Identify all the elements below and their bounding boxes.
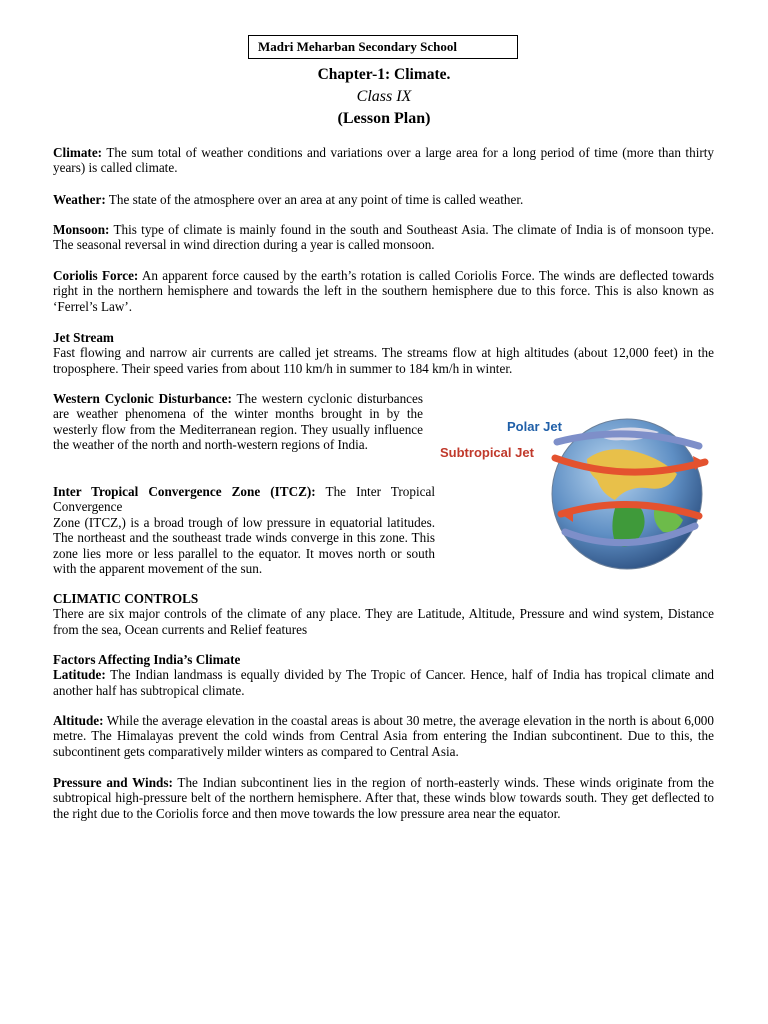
- weather-paragraph: [53, 192, 714, 207]
- chapter-title: Chapter-1: Climate.: [317, 66, 451, 83]
- climatic-controls-paragraph: [53, 591, 714, 637]
- weather-text: The state of the atmosphere over an area at any point of time is called weather.: [108, 192, 524, 207]
- school-name-box: [248, 35, 518, 59]
- jet-stream-paragraph: [53, 330, 714, 376]
- climate-paragraph: [53, 145, 714, 176]
- western-cyclonic-paragraph: [53, 391, 423, 453]
- school-name: Madri Meharban Secondary School: [258, 39, 457, 54]
- itcz-text: Zone (ITCZ,) is a broad trough of low pressure in equatorial latitudes. The northeast and the southeast trade winds converge in this zone. This zone lies more or less parallel to the equator. It moves north or south with the apparent movement of the sun.: [53, 514, 435, 577]
- itcz-term: Inter Tropical Convergence Zone (ITCZ):: [53, 484, 316, 499]
- monsoon-text: This type of climate is mainly found in the south and Southeast Asia. The climate of India is of monsoon type. The seasonal reversal in wind direction during a year is called monsoon.: [53, 222, 714, 253]
- subtropical-jet-label: Subtropical Jet: [440, 445, 534, 460]
- climatic-controls-heading: CLIMATIC CONTROLS: [53, 591, 199, 606]
- climate-text: The sum total of weather conditions and variations over a large area for a long period of time (more than thirty years) is called climate.: [53, 145, 715, 176]
- western-cyclonic-term: Western Cyclonic Disturbance:: [53, 391, 232, 406]
- coriolis-text: An apparent force caused by the earth’s rotation is called Coriolis Force. The winds are deflected towards right in the northern hemisphere and towards the left in the southern hemisphere due to this force. This is also known as ‘Ferrel’s Law’.: [53, 268, 714, 314]
- weather-term: Weather:: [53, 192, 106, 207]
- monsoon-term: Monsoon:: [53, 222, 110, 237]
- itcz-paragraph: [53, 484, 435, 576]
- pressure-winds-paragraph: [53, 775, 714, 821]
- coriolis-paragraph: [53, 268, 714, 314]
- jet-stream-heading: Jet Stream: [53, 330, 114, 345]
- pressure-winds-term: Pressure and Winds:: [53, 775, 173, 790]
- altitude-text: While the average elevation in the coastal areas is about 30 metre, the average elevation in the north is about 6,000 metre. The Himalayas prevent the cold winds from Central Asia from entering the Indian subcontinent. Due to this, the subcontinent gets comparatively milder winters as compared to Central Asia.: [53, 713, 714, 759]
- doc-type: (Lesson Plan): [337, 110, 431, 127]
- polar-jet-label: Polar Jet: [507, 419, 562, 434]
- western-cyclonic-text: The western cyclonic disturbances are weather phenomena of the winter months brought in by the westerly flow from the Mediterranean region. They usually influence the weather of the north and north-western regions of India.: [53, 391, 424, 453]
- factors-heading: Factors Affecting India’s Climate: [53, 652, 241, 667]
- itcz-text-line1: The Inter Tropical Convergence: [53, 484, 435, 515]
- altitude-paragraph: [53, 713, 714, 759]
- latitude-term: Latitude:: [53, 667, 106, 683]
- coriolis-term: Coriolis Force:: [53, 268, 139, 283]
- class-name: Class IX: [356, 88, 412, 105]
- factors-paragraph: [53, 652, 714, 698]
- pressure-winds-text: The Indian subcontinent lies in the region of north-easterly winds. These winds originate from the subtropical high-pressure belt of the northern hemisphere. After that, these winds blow towards south. They get deflected to the right due to the Coriolis force and then move towards the low pressure area near the equator.: [53, 775, 714, 821]
- climatic-controls-text: There are six major controls of the climate of any place. They are Latitude, Altitude, Pressure and wind system, Distance from the sea, Ocean currents and Relief features: [53, 606, 714, 637]
- altitude-term: Altitude:: [53, 713, 104, 728]
- latitude-text: The Indian landmass is equally divided by The Tropic of Cancer. Hence, half of India has tropical climate and another half has subtropical climate.: [53, 667, 715, 698]
- monsoon-paragraph: [53, 222, 714, 253]
- jet-stream-globe-figure: [437, 414, 713, 570]
- jet-stream-text: Fast flowing and narrow air currents are called jet streams. The streams flow at high altitudes (about 12,000 feet) in the troposphere. Their speed varies from about 110 km/h in summer to 184 km/h in winter.: [53, 345, 714, 376]
- climate-term: Climate:: [53, 145, 103, 160]
